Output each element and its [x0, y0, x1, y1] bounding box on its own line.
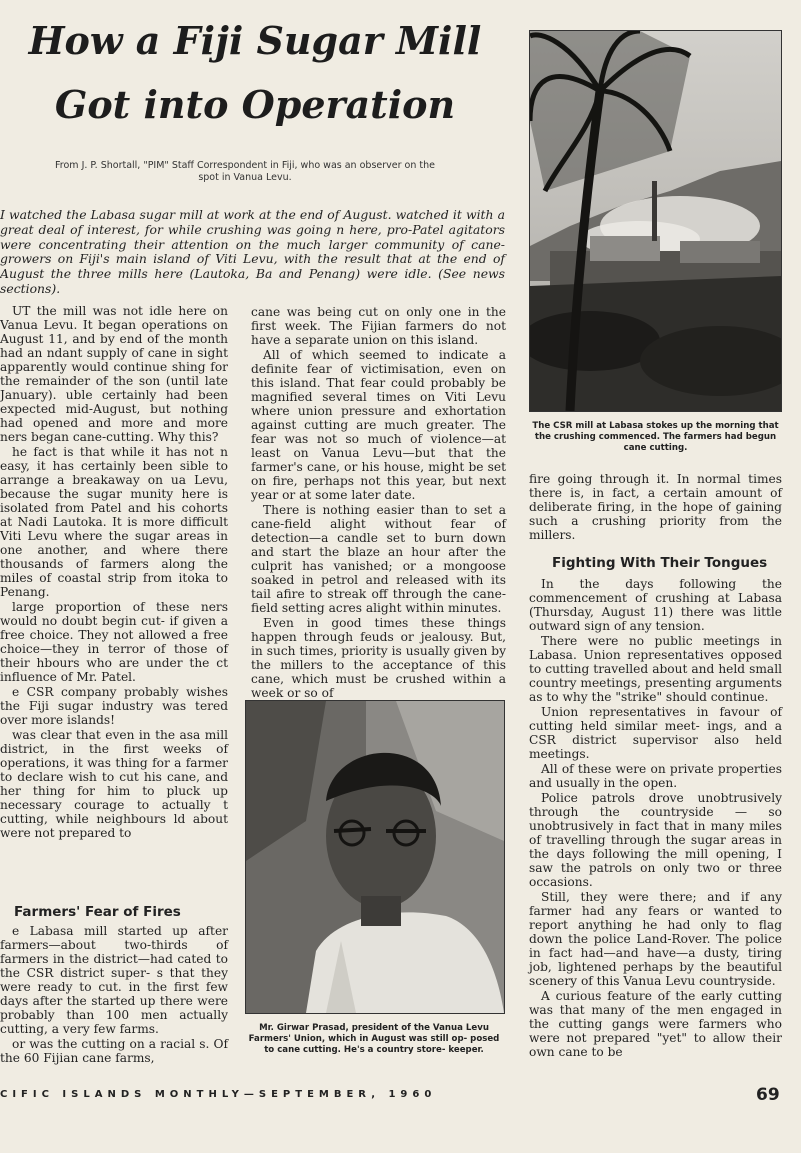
portrait-photo-caption: Mr. Girwar Prasad, president of the Vanua Levu Farmers' Union, which in August was still op- posed to cane cutting. He's a country store- keeper.: [248, 1023, 500, 1055]
body-paragraph: Police patrols drove unobtrusively through the countryside — so unobtrusively in fact that in many miles of travelling through the sugar areas in the days following the mill opening, I saw the patrols on only two or three occasions.: [529, 791, 782, 889]
lede-paragraph: I watched the Labasa sugar mill at work at the end of August. watched it with a great deal of interest, for while crushing was going n here, pro-Patel agitators were concentrating their attention on the much larger community of cane-growers on Fiji's main island of Viti Levu, with the result that at the end of August the three mills here (Lautoka, Ba and Penang) were idle. (See news sections).: [0, 207, 505, 296]
page-number: 69: [756, 1085, 780, 1105]
sugar-mill-photo-art: [530, 31, 781, 411]
body-paragraph: or was the cutting on a racial s. Of the 60 Fijian cane farms,: [0, 1037, 228, 1065]
column-3-continued: [529, 577, 782, 1060]
headline-line-2: Got into Operation: [54, 82, 456, 127]
body-paragraph: e CSR company probably wishes the Fiji sugar industry was tered over more islands!: [0, 685, 228, 727]
body-paragraph: fire going through it. In normal times there is, in fact, a certain amount of deliberate firing, in the hope of gaining such a crushing priority from the millers.: [529, 472, 782, 542]
body-paragraph: A curious feature of the early cutting was that many of the men engaged in the cutting gangs were farmers who were not prepared "yet" to allow their own cane to be: [529, 989, 782, 1059]
body-paragraph: There is nothing easier than to set a cane-field alight without fear of detection—a candle set to burn down and start the blaze an hour after the culprit has vanished; or a mongoose soaked in petrol and released with its tail afire to streak off through the cane-field setting acres alight within minutes.: [251, 503, 506, 615]
body-paragraph: large proportion of these ners would no doubt begin cut- if given a free choice. They not allowed a free choice—they in terror of those of their hbours who are under the ct influence of Mr. Patel.: [0, 600, 228, 684]
subheading-fighting-tongues: Fighting With Their Tongues: [552, 555, 768, 571]
body-paragraph: In the days following the commencement of crushing at Labasa (Thursday, August 11) there was little outward sign of any tension.: [529, 577, 782, 633]
column-3: [529, 472, 782, 543]
body-paragraph: Even in good times these things happen through feuds or jealousy. But, in such times, priority is usually given by the millers to the acceptance of this cane, which must be crushed within a week or so of: [251, 616, 506, 700]
sugar-mill-photo: [529, 30, 782, 412]
column-1: [0, 304, 228, 841]
headline-line-1: How a Fiji Sugar Mill: [28, 18, 482, 63]
body-paragraph: Still, they were there; and if any farmer had any fears or wanted to report anything he had only to flag down the police Land-Rover. The police in fact had—and have—a dusty, tiring job, lightened perhaps by the beautiful scenery of this Vanua Levu countryside.: [529, 890, 782, 988]
body-paragraph: Union representatives in favour of cutting held similar meet- ings, and a CSR district supervisor also held meetings.: [529, 705, 782, 761]
body-paragraph: cane was being cut on only one in the first week. The Fijian farmers do not have a separate union on this island.: [251, 305, 506, 347]
body-paragraph: There were no public meetings in Labasa. Union representatives opposed to cutting travelled about and held small country meetings, presenting arguments as to why the "strike" should continue.: [529, 634, 782, 704]
mill-photo-caption: The CSR mill at Labasa stokes up the morning that the crushing commenced. The farmers had begun cane cutting.: [532, 421, 779, 453]
portrait-photo: [245, 700, 505, 1014]
portrait-photo-art: [246, 701, 504, 1013]
running-footer: CIFIC ISLANDS MONTHLY—SEPTEMBER, 1960: [0, 1089, 437, 1100]
body-paragraph: he fact is that while it has not n easy, it has certainly been sible to arrange a breakaway on ua Levu, because the sugar munity here is isolated from Patel and his cohorts at Nadi Lautoka. It is more difficult Viti Levu where the sugar areas in one another, and where there thousands of farmers along the miles of coastal strip from itoka to Penang.: [0, 445, 228, 599]
column-1-continued: [0, 924, 228, 1066]
column-2: [251, 305, 506, 701]
body-paragraph: All of these were on private properties and usually in the open.: [529, 762, 782, 790]
subheading-farmers-fear: Farmers' Fear of Fires: [14, 904, 181, 920]
body-paragraph: All of which seemed to indicate a definite fear of victimisation, even on this island. That fear could probably be magnified several times on Viti Levu where union pressure and exhortation against cutting are much greater. The fear was not so much of violence—at least on Vanua Levu—but that the farmer's cane, or his house, might be set on fire, perhaps not this year, but next year or at some later date.: [251, 348, 506, 502]
body-paragraph: e Labasa mill started up after farmers—about two-thirds of farmers in the district—had cated to the CSR district super- s that they were ready to cut. in the first few days after the started up there were probably than 100 men actually cutting, a very few farms.: [0, 924, 228, 1036]
byline: From J. P. Shortall, "PIM" Staff Correspondent in Fiji, who was an observer on the spot in Vanua Levu.: [55, 160, 435, 183]
body-paragraph: UT the mill was not idle here on Vanua Levu. It began operations on August 11, and by end of the month had an ndant supply of cane in sight apparently would continue shing for the remainder of the son (until late January). uble certainly had been expected mid-August, but nothing had opened and more and more ners began cane-cutting. Why this?: [0, 304, 228, 444]
body-paragraph: was clear that even in the asa mill district, in the first weeks of operations, it was thing for a farmer to declare wish to cut his cane, and her thing for him to pluck up necessary courage to actually t cutting, while neighbours ld about were not prepared to: [0, 728, 228, 840]
